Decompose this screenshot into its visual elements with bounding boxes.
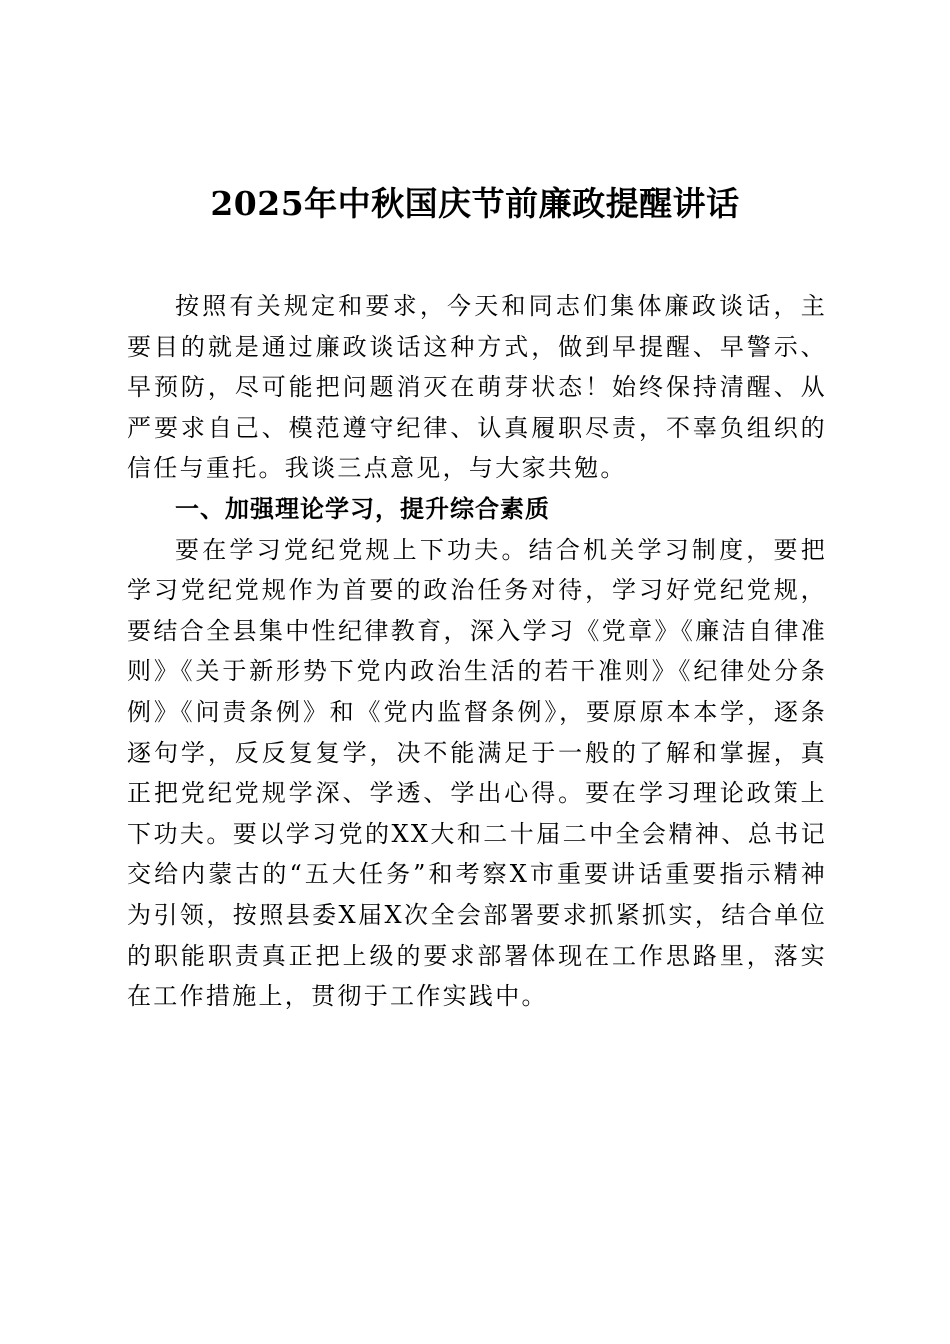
section-1-heading: 一、加强理论学习，提升综合素质: [175, 494, 550, 523]
document-body: [127, 286, 827, 1017]
document-title: 2025年中秋国庆节前廉政提醒讲话: [210, 184, 740, 223]
section-1-paragraph: 要在学习党纪党规上下功夫。结合机关学习制度，要把学习党纪党规作为首要的政治任务对待，学习好党纪党规，要结合全县集中性纪律教育，深入学习《党章》《廉洁自律准则》《关于新形势下党内政治生活的若干准则》《纪律处分条例》《问责条例》和《党内监督条例》，要原原本本学，逐条逐句学，反反复复学，决不能满足于一般的了解和掌握，真正把党纪党规学深、学透、学出心得。要在学习理论政策上下功夫。要以学习党的XX大和二十届二中全会精神、总书记交给内蒙古的“五大任务”和考察X市重要讲话重要指示精神为引领，按照县委X届X次全会部署要求抓紧抓实，结合单位的职能职责真正把上级的要求部署体现在工作思路里，落实在工作措施上，贯彻于工作实践中。: [127, 535, 827, 1011]
intro-paragraph: 按照有关规定和要求，今天和同志们集体廉政谈话，主要目的就是通过廉政谈话这种方式，做到早提醒、早警示、早预防，尽可能把问题消灭在萌芽状态！始终保持清醒、从严要求自己、模范遵守纪律、认真履职尽责，不辜负组织的信任与重托。我谈三点意见，与大家共勉。: [127, 292, 827, 483]
